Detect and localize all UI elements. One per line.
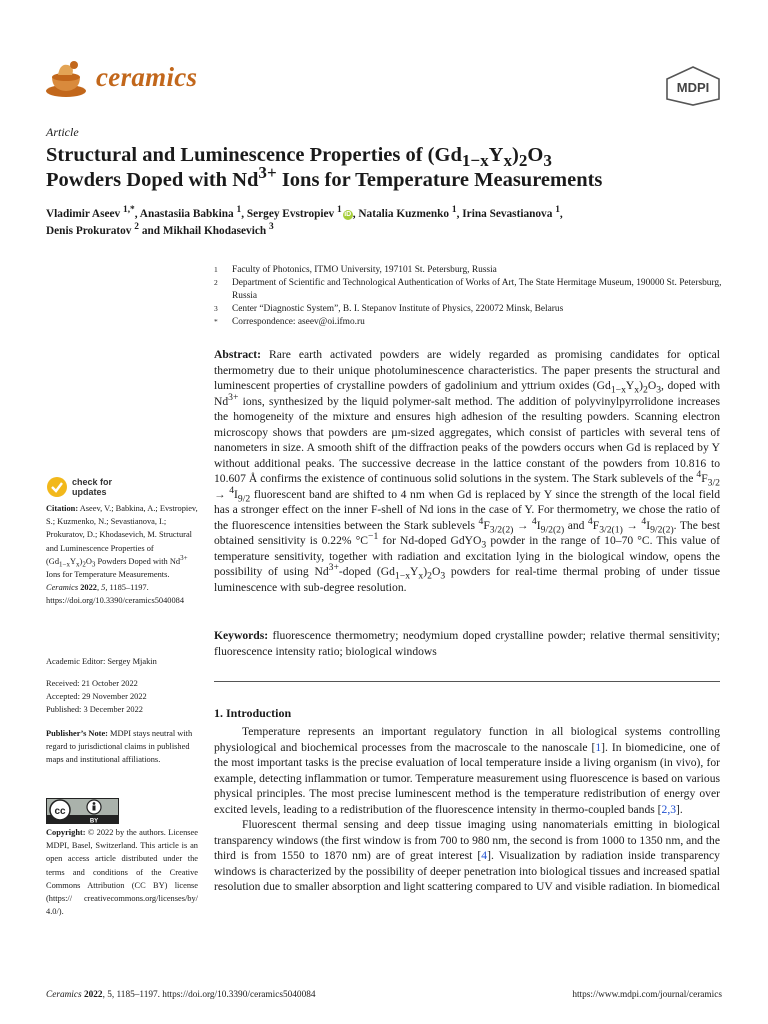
check-for-updates-button[interactable] xyxy=(46,474,166,502)
svg-text:MDPI: MDPI xyxy=(676,80,710,95)
check-updates-label: check for updates xyxy=(72,477,113,497)
academic-editor: Academic Editor: Sergey Mjakin xyxy=(46,657,157,666)
author-name[interactable]: Mikhail Khodasevich xyxy=(162,225,267,237)
paragraph: Fluorescent thermal sensing and deep tissue imaging using nanomaterials emitting in biological transparency windows (the first window is from 700 to 980 nm, the second is from 1000 to 1350 nm, and the third is from 1550 to 1870 nm) are of great interest [4]. Visualization by radiation inside transparency windows is characterized by the possibility of deeper penetration into biological tissues and increased spatial resolution due to smaller absorption and light scattering compared to UV and visible radiation. In biomedical xyxy=(214,818,720,893)
copyright-notice: Copyright: © 2022 by the authors. Licensee MDPI, Basel, Switzerland. This article is an open access article distributed under the terms and conditions of the Creative Commons Attribution (CC BY) license (https:// creativecommons.org/licenses/by/ 4.0/). xyxy=(46,828,198,917)
publisher-note: Publisher’s Note: MDPI stays neutral with regard to jurisdictional claims in published maps and institutional affiliations. xyxy=(46,729,193,765)
paper-title: Structural and Luminescence Properties of $(Gd_{1-x}Y_x)_2O_3$ Powders Doped with $Nd^{3+}$ Ions for Temperature Measurements xyxy=(46,144,603,191)
reference-link[interactable]: 2,3 xyxy=(661,802,677,816)
introduction-text xyxy=(214,724,720,895)
author-name[interactable]: Vladimir Aseev xyxy=(46,208,121,220)
affiliation-item: * Correspondence: asеev@oi.ifmo.ru xyxy=(214,317,365,327)
publication-dates: Received: 21 October 2022 Accepted: 29 November 2022 Published: 3 December 2022 xyxy=(46,679,147,715)
svg-text:cc: cc xyxy=(54,806,66,817)
author-list: Vladimir Aseev $^{1,*}$, Anastasiia Babkina $^1$, Sergey Evstropiev $^1$ iD , Natalia Kuzmenko $^1$, Irina Sevastianova $^1$, Denis Prokuratov $^2$ and Mikhail Khodasevich $^3$ xyxy=(46,205,563,237)
affiliations xyxy=(214,264,734,329)
abstract: Abstract: Rare earth activated powders are widely regarded as promising candidates for optical thermometry due to their unique photoluminescence characteristics. The paper presents the structural and luminescent properties of crystalline powders of gadolinium and yttrium oxides $(Gd_{1-x}Y_x)_2O_3$, doped with $Nd^{3+}$ ions, synthesized by the liquid polymer-salt method. The addition of polyvinylpyrrolidone increases the homogeneity of the mixture and ensures high adhesion of the resulting powders. Scanning electron microscopy shows that powders are µm-sized aggregates, which consist of particles with several tens of nanometers in size. A smooth shift of the diffraction peaks of the powders occurs when Gd is replaced by Y without additional peaks. The successive decrease in the lattice constant of the powders from 10.816 to 10.607 Å confirms the existence of continuous solid solutions in the system. The Stark sublevels of the $^4F_{3/2} \to ^4I_{9/2}$ fluorescent band are shifted to 4 nm when Gd is replaced by Y since the strength of the local field has a stronger effect on the inner F-shell of Nd ions in the case of Y. For thermometry, we chose the ratio of the fluorescence intensities between the Stark sublevels $^4F_{3/2(2)} \to ^4I_{9/2(2)}$ and $^4F_{3/2(1)} \to ^4I_{9/2(2)}$. The best obtained sensitivity is 0.22% $^\circ C^{-1}$ for Nd-doped GdYO$_3$ powder in the range of 10–70 °C. This value of temperature sensitivity, together with radiation and excitation lying in the biological window, opens the possibility of using $Nd^{3+}$-doped $(Gd_{1-x}Y_x)_2O_3$ powders for real-time thermal probing of under tissue luminescence with sub-degree resolution. xyxy=(214,348,721,594)
section-divider xyxy=(214,681,720,682)
check-updates-icon xyxy=(46,476,68,498)
mdpi-logo xyxy=(664,66,722,106)
author-name[interactable]: Irina Sevastianova xyxy=(462,208,553,220)
citation: Citation: Aseev, V.; Babkina, A.; Evstropiev, S.; Kuzmenko, N.; Sevastianova, I.; Prokuratov, D.; Khodasevich, M. Structural and Luminescence Properties of $(Gd_{1-x}Y_x)_2O_3$ Powders Doped with $Nd^{3+}$ Ions for Temperature Measurements. Ceramics 2022, 5, 1185–1197. https://doi.org/10.3390/ceramics5040084 xyxy=(46,504,198,606)
footer-citation: Ceramics 2022, 5, 1185–1197. https://doi.org/10.3390/ceramics5040084 xyxy=(46,990,316,1000)
reference-link[interactable]: 1 xyxy=(595,740,602,754)
reference-link[interactable]: 4 xyxy=(481,849,488,862)
author-name[interactable]: Sergey Evstropiev xyxy=(246,208,335,220)
orcid-icon[interactable]: iD xyxy=(344,211,352,218)
keywords: Keywords: fluorescence thermometry; neodymium doped crystalline powder; relative thermal sensitivity; fluorescence intensity ratio; biological windows xyxy=(214,629,720,658)
paragraph: Temperature represents an important regulatory function in all biological systems controlling physiological and biochemical processes from the macroscale to the nanoscale [1]. In biomedicine, one of the most important tasks is the precise evaluation of local temperature inside a living organism (in vivo), for example, detecting inflammation or tumor. Temperature measurement using fluorescence is based on various physical principles. The most precise luminescent method is the temperature redistribution of energy over excited levels, leading to a redistribution of the fluorescence intensity in thermo-coupled bands [2,3]. xyxy=(214,725,720,816)
author-name[interactable]: Anastasiia Babkina xyxy=(139,208,234,220)
article-type: Article xyxy=(46,125,79,139)
cc-by-license-icon[interactable] xyxy=(46,798,119,824)
affiliation-item: 2 Department of Scientific and Technological Authentication of Works of Art, The State Hermitage Museum, 190000 St. Petersburg, Russia xyxy=(214,278,722,301)
author-name[interactable]: Natalia Kuzmenko xyxy=(358,208,450,220)
ceramics-logo-icon xyxy=(44,57,88,99)
footer-journal-url[interactable]: https://www.mdpi.com/journal/ceramics xyxy=(572,990,722,1000)
affiliation-item: 3 Center “Diagnostic System”, B. I. Stepanov Institute of Physics, 220072 Minsk, Belarus xyxy=(214,304,564,314)
journal-name: ceramics xyxy=(96,62,198,92)
author-name[interactable]: Denis Prokuratov xyxy=(46,225,132,237)
affiliation-item: 1 Faculty of Photonics, ITMO University, 197101 St. Petersburg, Russia xyxy=(214,265,497,275)
svg-text:BY: BY xyxy=(89,818,99,824)
section-heading: 1. Introduction xyxy=(214,706,292,720)
